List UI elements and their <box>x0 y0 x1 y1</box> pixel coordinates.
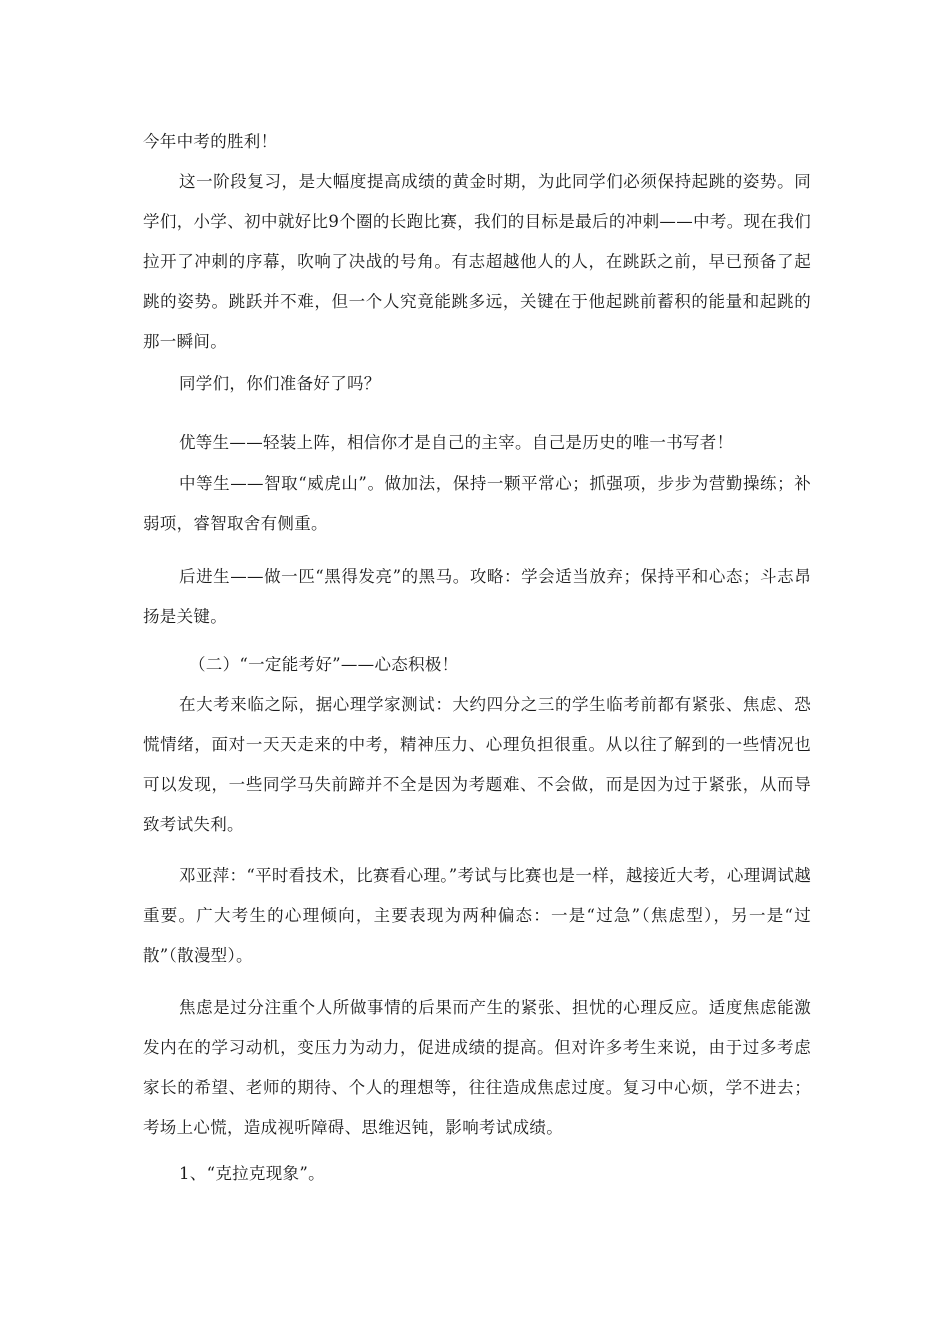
section-heading-2: （二）“一定能考好”——心态积极！ <box>189 655 459 674</box>
paragraph-review-stage: 这一阶段复习，是大幅度提高成绩的黄金时期，为此同学们必须保持起跳的姿势。同学们，小学、初中就好比9个圈的长跑比赛，我们的目标是最后的冲刺——中考。现在我们拉开了冲刺的序幕，吹响了决战的号角。有志超越他人的人，在跳跃之前，早已预备了起跳的姿势。跳跃并不难，但一个人究竟能跳多远，关键在于他起跳前蓄积的能量和起跳的那一瞬间。 <box>143 172 811 351</box>
paragraph-top-students: 优等生——轻装上阵，相信你才是自己的主宰。自己是历史的唯一书写者！ <box>179 433 734 452</box>
paragraph-middle-students: 中等生——智取“威虎山”。做加法，保持一颗平常心；抓强项，步步为营勤操练；补弱项，睿智取舍有侧重。 <box>143 474 811 533</box>
paragraph-ready-question: 同学们，你们准备好了吗？ <box>179 374 381 393</box>
paragraph-lagging-students: 后进生——做一匹“黑得发亮”的黑马。攻略：学会适当放弃；保持平和心态；斗志昂扬是关键。 <box>143 567 811 626</box>
list-item-clark-phenomenon: 1、“克拉克现象”。 <box>179 1164 325 1183</box>
paragraph-anxiety-definition: 焦虑是过分注重个人所做事情的后果而产生的紧张、担忧的心理反应。适度焦虑能激发内在的学习动机，变压力为动力，促进成绩的提高。但对许多考生来说，由于过多考虑家长的希望、老师的期待、个人的理想等，往往造成焦虑过度。复习中心烦，学不进去；考场上心慌，造成视听障碍、思维迟钝，影响考试成绩。 <box>143 998 811 1137</box>
paragraph-opening-line: 今年中考的胜利！ <box>143 132 278 151</box>
paragraph-deng-yaping: 邓亚萍：“平时看技术，比赛看心理。”考试与比赛也是一样，越接近大考，心理调试越重要。广大考生的心理倾向，主要表现为两种偏态：一是“过急”（焦虑型），另一是“过散”（散漫型）。 <box>143 866 811 965</box>
paragraph-exam-anxiety: 在大考来临之际，据心理学家测试：大约四分之三的学生临考前都有紧张、焦虑、恐慌情绪，面对一天天走来的中考，精神压力、心理负担很重。从以往了解到的一些情况也可以发现，一些同学马失前蹄并不全是因为考题难、不会做，而是因为过于紧张，从而导致考试失利。 <box>143 695 811 834</box>
